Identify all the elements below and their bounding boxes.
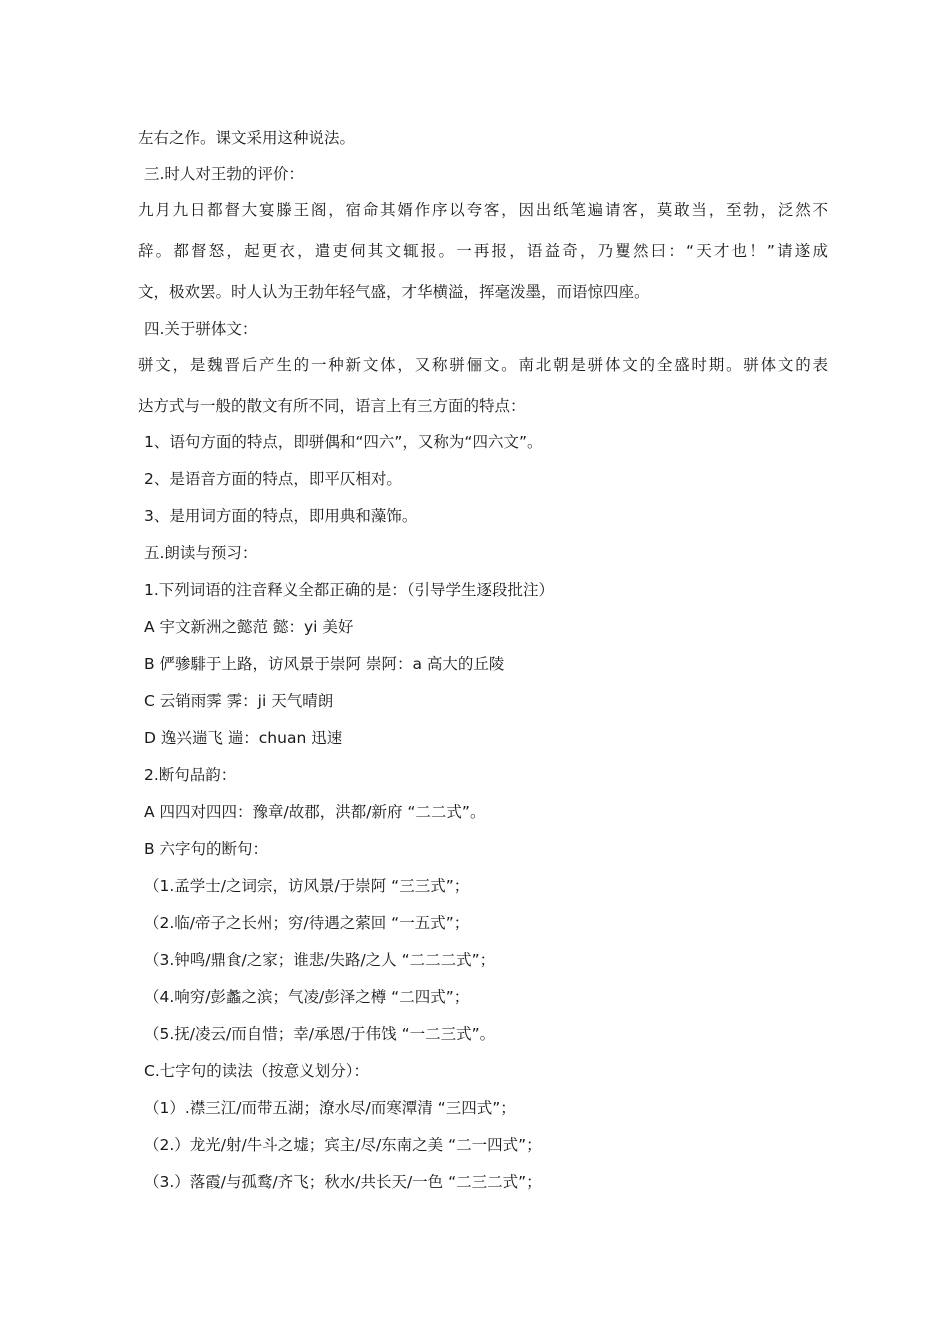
paragraph-line: 文，极欢罢。时人认为王勃年轻气盛，才华横溢，挥毫泼墨，而语惊四座。 — [138, 283, 650, 301]
section-heading-5: 五.朗读与预习： — [144, 544, 258, 562]
option-line: C 云销雨霁 霁：ji 天气晴朗 — [144, 692, 334, 710]
question-line: 2.断句品韵： — [144, 766, 237, 784]
example-line: （2.临/帝子之长州；穷/待遇之萦回 “一五式”； — [144, 914, 470, 932]
paragraph-line: 辞。都督怒，起更衣，遣吏伺其文辄报。一再报，语益奇，乃矍然曰：“天才也！”请遂成 — [138, 242, 828, 260]
question-line: 1.下列词语的注音释义全都正确的是：（引导学生逐段批注） — [144, 581, 555, 599]
example-line: （5.抚/凌云/而自惜；幸/承恩/于伟饯 “一二三式”。 — [144, 1025, 496, 1043]
option-line: D 逸兴遄飞 遄：chuan 迅速 — [144, 729, 343, 747]
paragraph-line: 九月九日都督大宴滕王阁，宿命其婿作序以夸客，因出纸笔遍请客，莫敢当，至勃，泛然不 — [138, 201, 828, 219]
list-item: 1、语句方面的特点，即骈偶和“四六”，又称为“四六文”。 — [144, 433, 543, 451]
section-heading-3: 三.时人对王勃的评价： — [144, 165, 304, 183]
example-line: （3.）落霞/与孤鹜/齐飞；秋水/共长天/一色 “二三二式”； — [144, 1173, 542, 1191]
example-line: （1）.襟三江/而带五湖；潦水尽/而寒潭清 “三四式”； — [144, 1099, 516, 1117]
text-line-continuation: 左右之作。课文采用这种说法。 — [138, 129, 356, 147]
section-heading-4: 四.关于骈体文： — [144, 320, 258, 338]
list-item: 3、是用词方面的特点，即用典和藻饰。 — [144, 507, 418, 525]
example-line: A 四四对四四：豫章/故郡，洪都/新府 “二二式”。 — [144, 803, 486, 821]
example-line: （1.孟学士/之词宗，访风景/于崇阿 “三三式”； — [144, 877, 470, 895]
example-line: C.七字句的读法（按意义划分）： — [144, 1062, 370, 1080]
example-line: （2.）龙光/射/牛斗之墟；宾主/尽/东南之美 “二一四式”； — [144, 1136, 542, 1154]
example-line: B 六字句的断句： — [144, 840, 269, 858]
option-line: B 俨骖騑于上路，访风景于崇阿 崇阿：a 高大的丘陵 — [144, 655, 505, 673]
option-line: A 宇文新洲之懿范 懿：yi 美好 — [144, 618, 354, 636]
paragraph-line: 达方式与一般的散文有所不同，语言上有三方面的特点： — [138, 397, 526, 415]
paragraph-line: 骈文，是魏晋后产生的一种新文体，又称骈俪文。南北朝是骈体文的全盛时期。骈体文的表 — [138, 356, 828, 374]
example-line: （3.钟鸣/鼎食/之家；谁悲/失路/之人 “二二二式”； — [144, 951, 496, 969]
list-item: 2、是语音方面的特点，即平仄相对。 — [144, 470, 402, 488]
example-line: （4.响穷/彭蠡之滨；气凌/彭泽之樽 “二四式”； — [144, 988, 470, 1006]
